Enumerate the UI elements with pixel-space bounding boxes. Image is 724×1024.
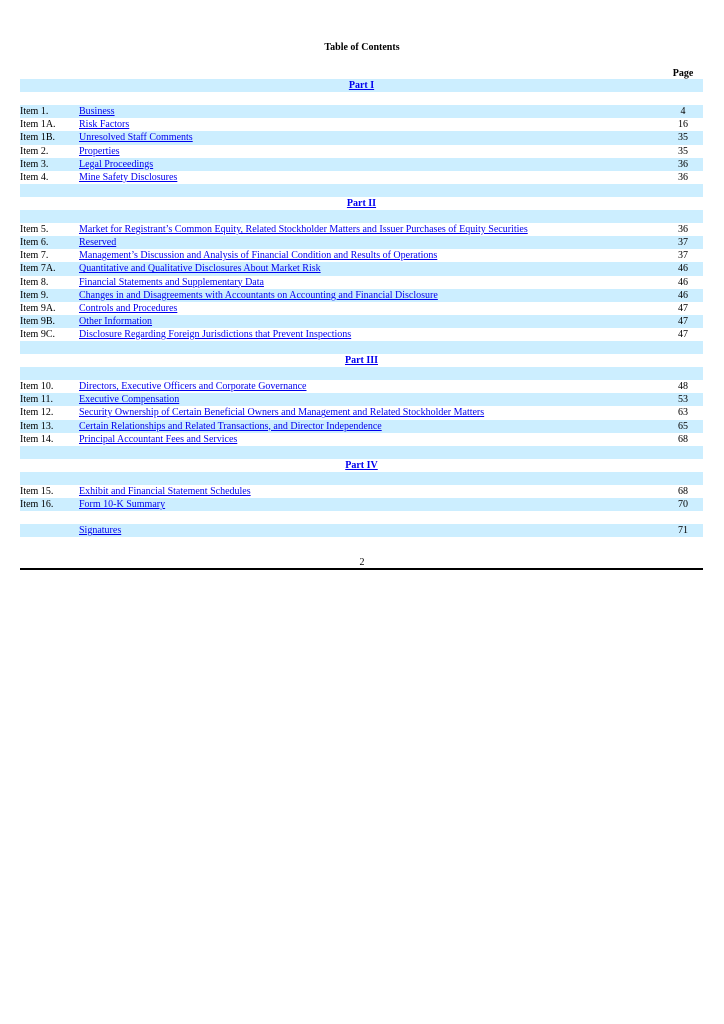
- item-page: 37: [678, 237, 688, 249]
- toc-row: [20, 524, 703, 537]
- toc-row: [20, 433, 703, 446]
- item-number: Item 16.: [20, 499, 54, 511]
- item-page: 46: [678, 276, 688, 288]
- item-page: 46: [678, 263, 688, 275]
- item-page: 35: [678, 145, 688, 157]
- toc-row: [20, 223, 703, 236]
- page-number: 2: [359, 557, 365, 568]
- toc-row: [20, 158, 703, 171]
- item-page: 53: [678, 394, 688, 406]
- part-heading-row: [20, 197, 703, 210]
- item-number: Item 12.: [20, 407, 54, 419]
- item-link[interactable]: Exhibit and Financial Statement Schedules: [79, 486, 251, 497]
- item-link[interactable]: Other Information: [79, 315, 153, 327]
- item-page: 47: [678, 315, 688, 327]
- part-i-link[interactable]: Part I: [348, 80, 375, 92]
- item-link[interactable]: Certain Relationships and Related Transactions, and Director Independence: [79, 420, 382, 432]
- item-page: 36: [678, 224, 688, 236]
- toc-row: [20, 485, 703, 498]
- item-page: 47: [678, 302, 688, 314]
- toc-row: [20, 262, 703, 275]
- item-page: 63: [678, 407, 688, 419]
- toc-title: Table of Contents: [324, 42, 400, 53]
- item-number: Item 7.: [20, 250, 49, 262]
- item-link[interactable]: Legal Proceedings: [79, 158, 154, 170]
- item-link[interactable]: Reserved: [79, 237, 117, 249]
- item-page: 70: [678, 499, 688, 511]
- toc-row: [20, 380, 703, 393]
- item-page: 36: [678, 171, 688, 183]
- item-number: Item 15.: [20, 486, 54, 497]
- item-link[interactable]: Directors, Executive Officers and Corporate Governance: [79, 381, 307, 393]
- item-link[interactable]: Executive Compensation: [79, 394, 180, 406]
- item-link[interactable]: Management’s Discussion and Analysis of Financial Condition and Results of Operations: [79, 250, 438, 262]
- item-link[interactable]: Changes in and Disagreements with Accountants on Accounting and Financial Disclosure: [79, 289, 438, 301]
- item-link[interactable]: Financial Statements and Supplementary Data: [79, 276, 264, 288]
- item-number: Item 6.: [20, 237, 49, 249]
- toc-row: [20, 289, 703, 302]
- item-number: Item 5.: [20, 224, 49, 236]
- table-of-contents: [20, 66, 703, 537]
- item-page: 47: [678, 328, 688, 340]
- toc-row: [20, 302, 703, 315]
- item-link[interactable]: Market for Registrant’s Common Equity, Related Stockholder Matters and Issuer Purchases of Equity Securities: [79, 224, 528, 236]
- part-iv-link[interactable]: Part IV: [345, 459, 378, 471]
- page-divider: [20, 568, 703, 570]
- item-link[interactable]: Form 10-K Summary: [79, 499, 166, 511]
- item-number: Item 4.: [20, 171, 49, 183]
- item-page: 16: [678, 119, 688, 131]
- item-number: Item 13.: [20, 420, 54, 432]
- toc-row: [20, 393, 703, 406]
- item-page: 46: [678, 289, 688, 301]
- page-column-header: Page: [663, 67, 703, 82]
- item-link[interactable]: Security Ownership of Certain Beneficial Owners and Management and Related Stockholder Matters: [79, 407, 485, 419]
- spacer-row: [20, 92, 703, 105]
- spacer-row: [20, 472, 703, 485]
- toc-row: [20, 406, 703, 419]
- item-number: Item 8.: [20, 276, 49, 288]
- item-page: 4: [680, 106, 686, 118]
- item-page: 65: [678, 420, 688, 432]
- part-heading-row: [20, 79, 703, 92]
- toc-row: [20, 118, 703, 131]
- item-number: Item 9.: [20, 289, 49, 301]
- spacer-row: [20, 446, 703, 459]
- item-link[interactable]: Disclosure Regarding Foreign Jurisdictions that Prevent Inspections: [79, 328, 352, 340]
- spacer-row: [20, 367, 703, 380]
- item-number: Item 11.: [20, 394, 53, 406]
- part-ii-link[interactable]: Part II: [346, 197, 377, 209]
- spacer-row: [20, 511, 703, 524]
- page-header-row: [20, 66, 703, 79]
- toc-row: [20, 171, 703, 184]
- item-number: Item 10.: [20, 381, 54, 393]
- item-link[interactable]: Controls and Procedures: [79, 302, 178, 314]
- item-number: Item 2.: [20, 145, 49, 157]
- item-page: 71: [678, 525, 688, 537]
- item-link[interactable]: Risk Factors: [79, 119, 130, 131]
- item-number: Item 9C.: [20, 328, 55, 340]
- toc-row: [20, 498, 703, 511]
- item-number: Item 14.: [20, 433, 54, 445]
- part-heading-row: [20, 354, 703, 367]
- item-link[interactable]: Quantitative and Qualitative Disclosures About Market Risk: [79, 263, 321, 275]
- toc-row: [20, 315, 703, 328]
- spacer-row: [20, 210, 703, 223]
- toc-row: [20, 249, 703, 262]
- item-page: 48: [678, 381, 688, 393]
- toc-row: [20, 420, 703, 433]
- item-number: Item 3.: [20, 158, 49, 170]
- spacer-row: [20, 341, 703, 354]
- item-page: 68: [678, 433, 688, 445]
- toc-row: [20, 236, 703, 249]
- toc-row: [20, 276, 703, 289]
- item-page: 68: [678, 486, 688, 497]
- item-number: Item 7A.: [20, 263, 56, 275]
- item-page: 37: [678, 250, 688, 262]
- item-link[interactable]: Unresolved Staff Comments: [79, 132, 193, 144]
- item-link[interactable]: Business: [79, 106, 115, 118]
- item-number: Item 1.: [20, 106, 49, 118]
- signatures-link[interactable]: Signatures: [79, 525, 122, 537]
- item-number: Item 1B.: [20, 132, 55, 144]
- item-number: Item 9A.: [20, 302, 56, 314]
- item-link[interactable]: Mine Safety Disclosures: [79, 171, 178, 183]
- item-number: Item 1A.: [20, 119, 56, 131]
- part-heading-row: [20, 459, 703, 472]
- part-iii-link[interactable]: Part III: [344, 355, 379, 367]
- item-page: 36: [678, 158, 688, 170]
- item-number: Item 9B.: [20, 315, 55, 327]
- item-link[interactable]: Properties: [79, 145, 120, 157]
- toc-row: [20, 105, 703, 118]
- item-link[interactable]: Principal Accountant Fees and Services: [79, 433, 238, 445]
- toc-row: [20, 131, 703, 144]
- toc-row: [20, 328, 703, 341]
- toc-row: [20, 145, 703, 158]
- item-page: 35: [678, 132, 688, 144]
- spacer-row: [20, 184, 703, 197]
